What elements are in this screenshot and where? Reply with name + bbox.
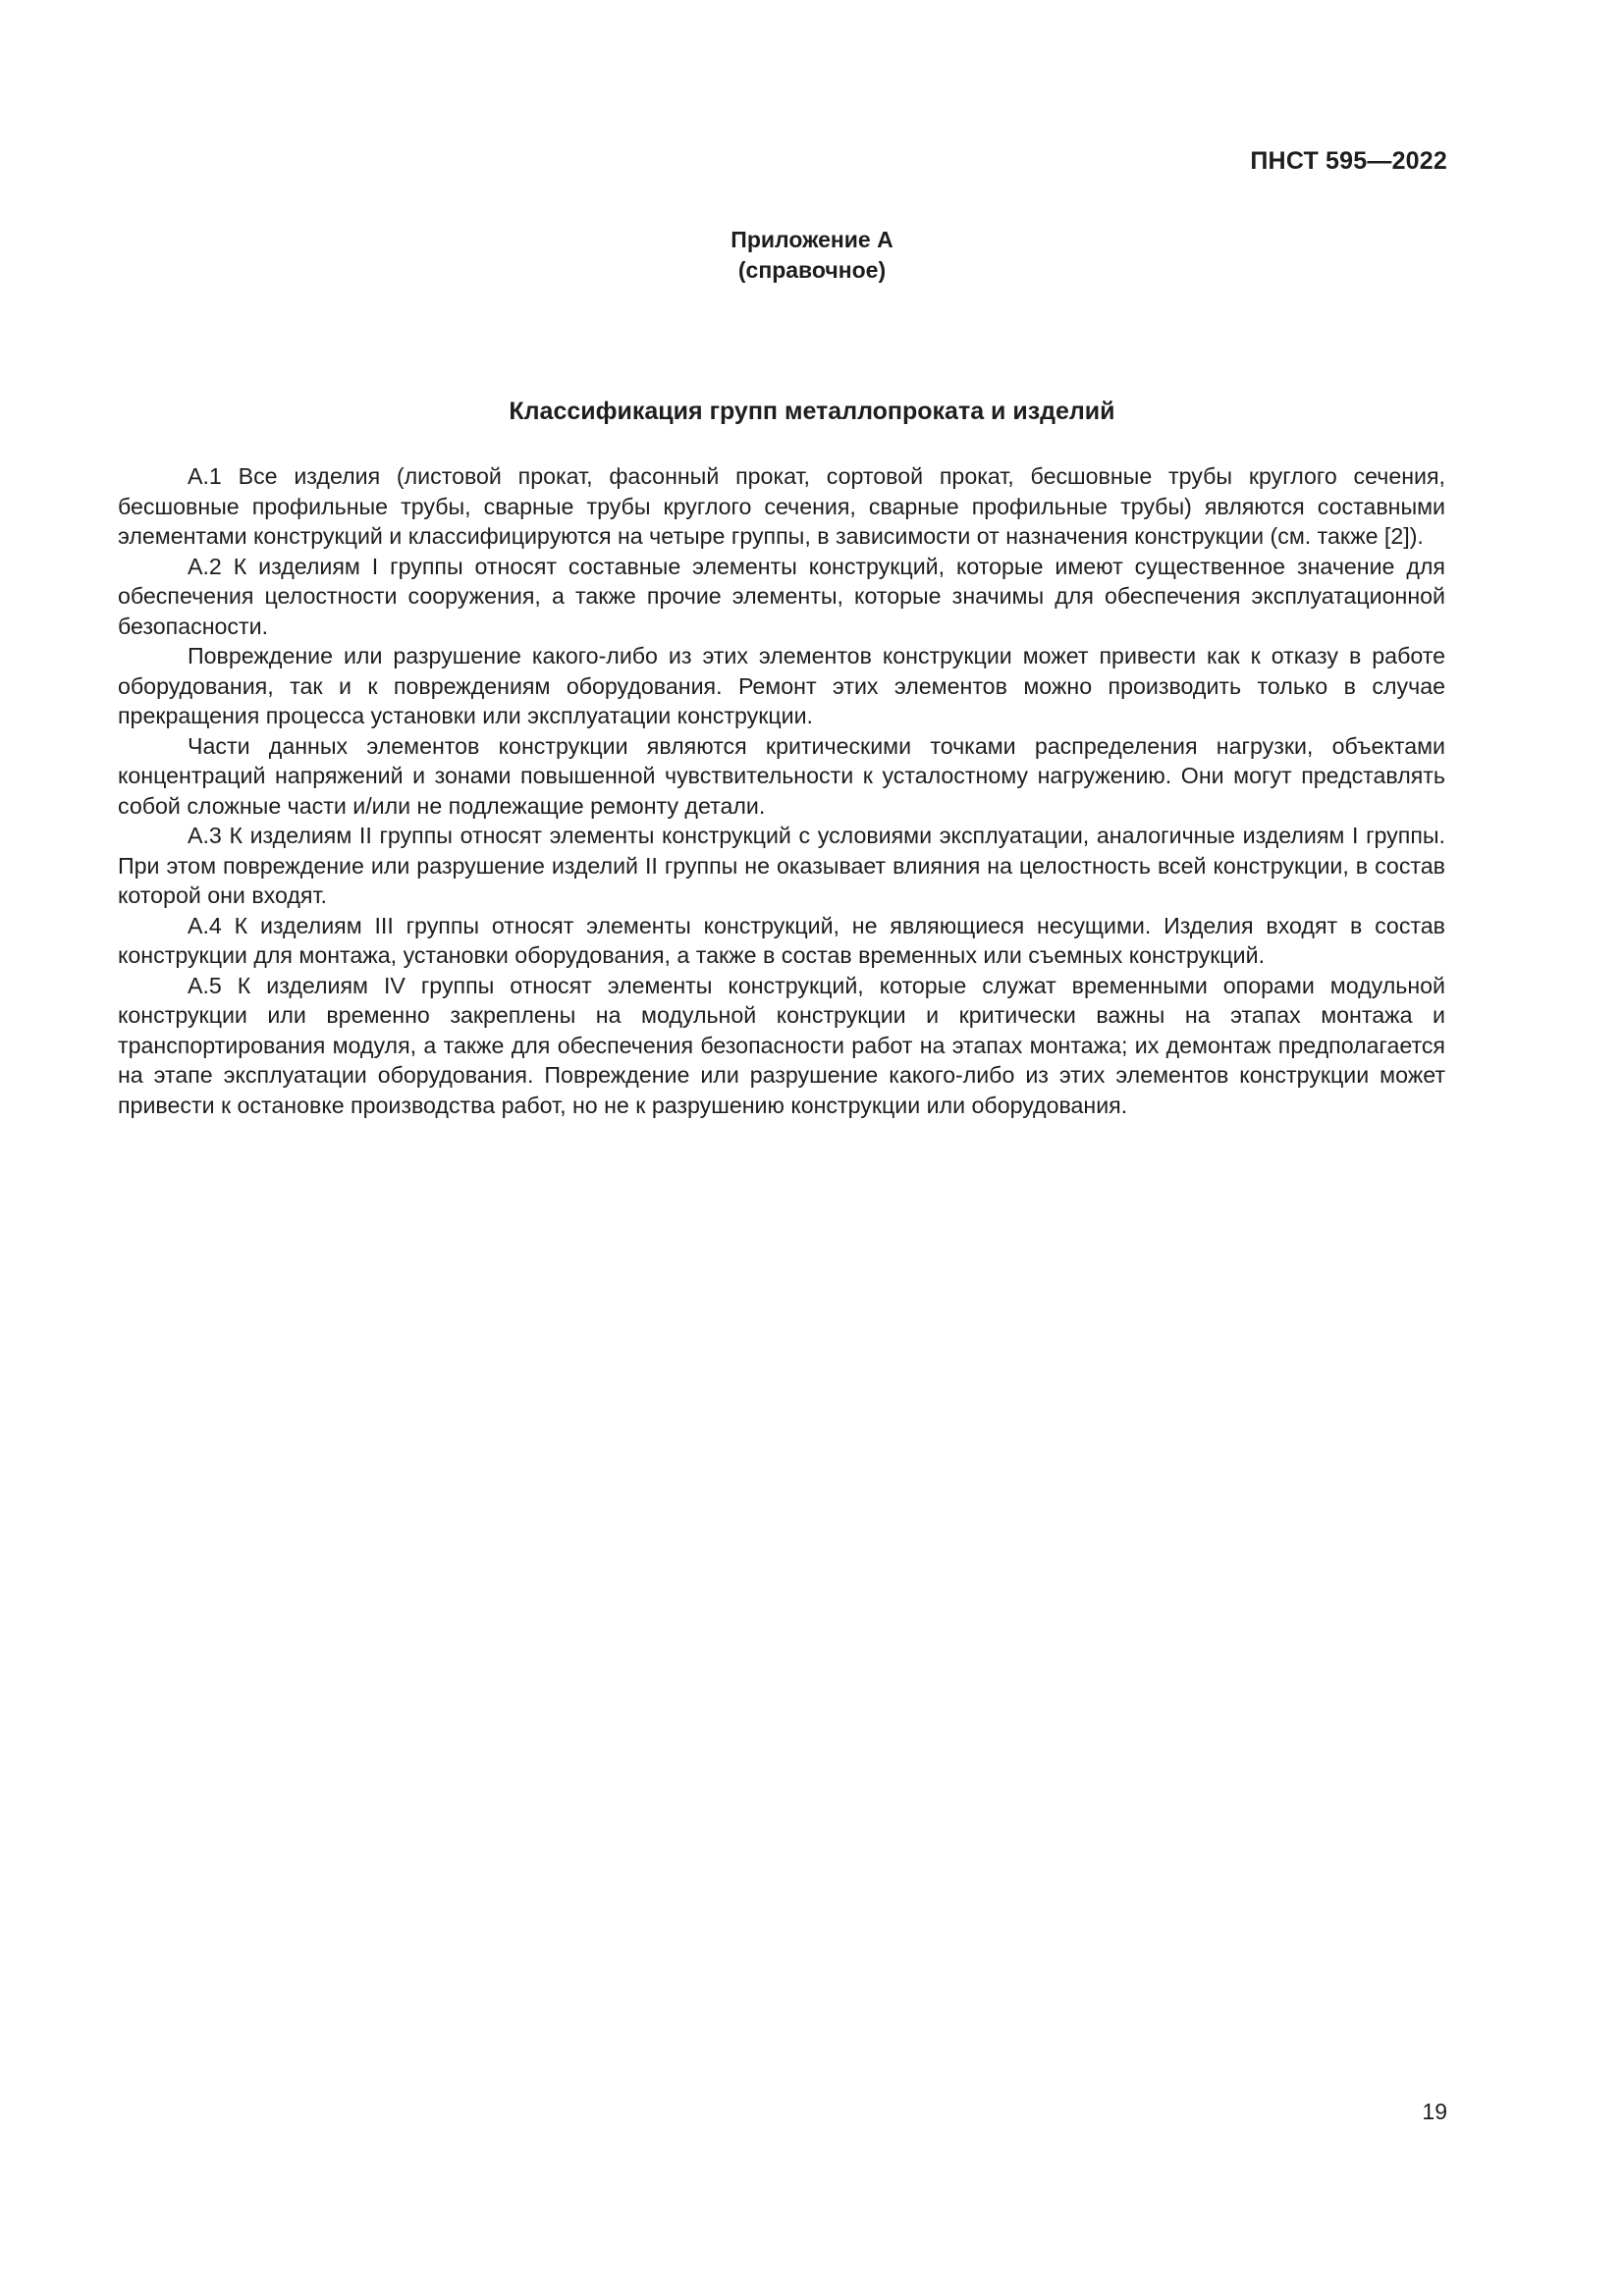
paragraph-a1: А.1 Все изделия (листовой прокат, фасонный прокат, сортовой прокат, бесшовные трубы круглого сечения, бесшовные профильные трубы, сварные трубы круглого сечения, сварные профильные трубы) являются составными элементами конструкций и классифицируются на четыре группы, в зависимости от назначения конструкции (см. также [2]). [118, 463, 1445, 549]
paragraph-a2-damage: Повреждение или разрушение какого-либо из этих элементов конструкции может привести как к отказу в работе оборудования, так и к повреждениям оборудования. Ремонт этих элементов можно производить только в случае прекращения процесса установки или эксплуатации конструкции. [118, 643, 1445, 728]
body-text [118, 461, 1445, 1120]
paragraph-a2-parts: Части данных элементов конструкции являются критическими точками распределения нагрузки, объектами концентраций напряжений и зонами повышенной чувствительности к усталостному нагружению. Они могут представлять собой сложные части и/или не подлежащие ремонту детали. [118, 732, 1445, 819]
page-number: 19 [1422, 2099, 1447, 2124]
document-code: ПНСТ 595—2022 [1250, 147, 1447, 175]
paragraph-a4: А.4 К изделиям III группы относят элементы конструкций, не являющиеся несущими. Изделия входят в состав конструкции для монтажа, установки оборудования, а также в состав временных или съемных конструкций. [118, 912, 1445, 968]
section-title: Классификация групп металлопроката и изделий [509, 398, 1115, 425]
annex-heading [0, 225, 1624, 286]
annex-title: Приложение А [731, 227, 893, 252]
paragraph-a3: А.3 К изделиям II группы относят элементы конструкций с условиями эксплуатации, аналогичные изделиям I группы. При этом повреждение или разрушение изделий II группы не оказывает влияния на целостность всей конструкции, в состав которой они входят. [118, 823, 1445, 908]
paragraph-a5: А.5 К изделиям IV группы относят элементы конструкций, которые служат временными опорами модульной конструкции или временно закреплены на модульной конструкции и критически важны на этапах монтажа и транспортирования модуля, а также для обеспечения безопасности работ на этапах монтажа; их демонтаж предполагается на этапе эксплуатации оборудования. Повреждение или разрушение какого-либо из этих элементов конструкции может привести к остановке производства работ, но не к разрушению конструкции или оборудования. [118, 972, 1445, 1118]
annex-subtitle: (справочное) [737, 257, 887, 283]
paragraph-a2: А.2 К изделиям I группы относят составные элементы конструкций, которые имеют существенное значение для обеспечения целостности сооружения, а также прочие элементы, которые значимы для обеспечения эксплуатационной безопасности. [118, 553, 1445, 639]
